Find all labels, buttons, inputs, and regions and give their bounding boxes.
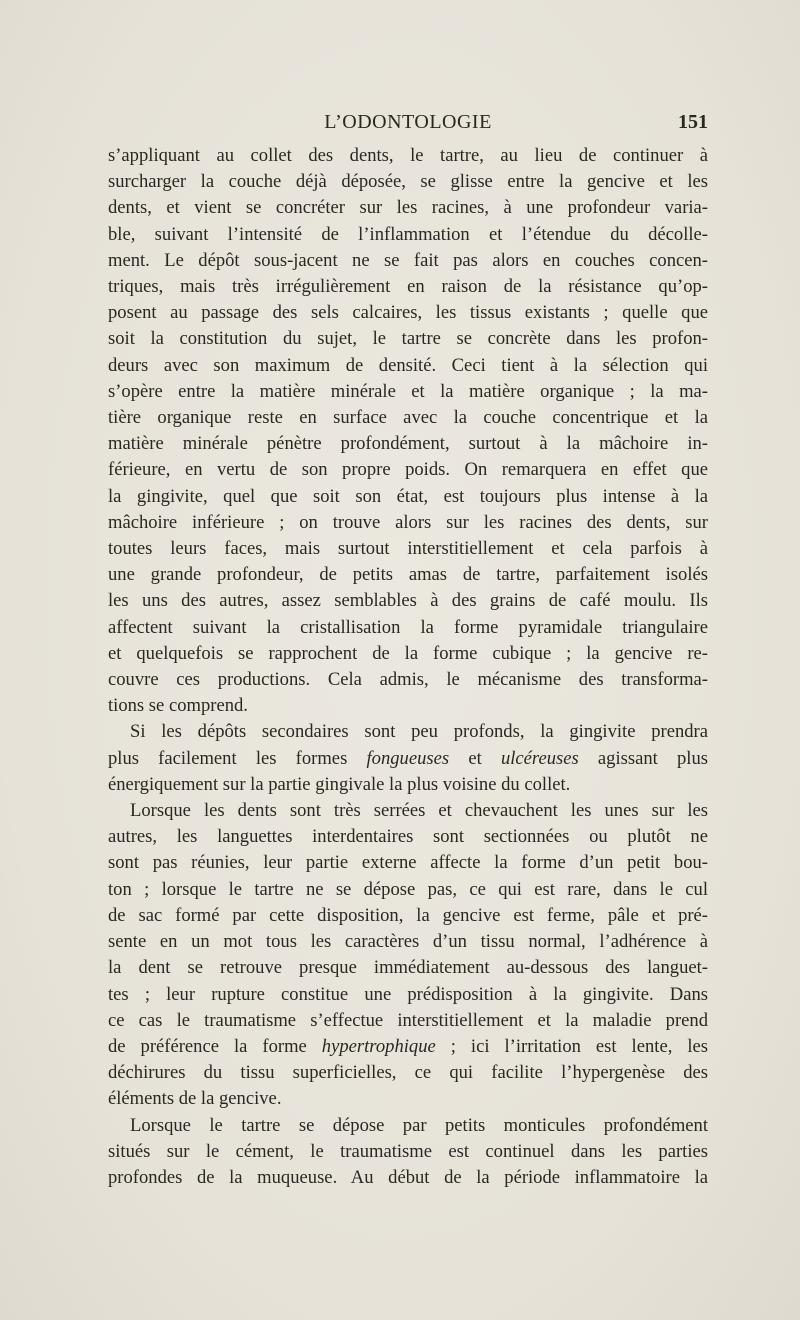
text-line: posent au passage des sels calcaires, les tissus existants ; quelle que (108, 302, 708, 324)
italic-term: hypertrophique (321, 1035, 436, 1057)
paragraph-4 (108, 1113, 708, 1192)
text-line-with-italics (108, 1034, 708, 1060)
text-line: profondes de la muqueuse. Au début de la période inflammatoire la (108, 1166, 708, 1188)
text-line: s’opère entre la matière minérale et la matière organique ; la ma- (108, 380, 708, 402)
text-line: ton ; lorsque le tartre ne se dépose pas, ce qui est rare, dans le cul (108, 878, 708, 900)
text-line: tions se comprend. (108, 695, 248, 717)
text-line: toutes leurs faces, mais surtout interstitiellement et cela parfois à (108, 538, 708, 560)
text-run: de préférence la forme (108, 1035, 322, 1057)
paragraph-1 (108, 143, 708, 719)
text-line: la gingivite, quel que soit son état, est toujours plus intense à la (108, 485, 708, 507)
text-line: les uns des autres, assez semblables à des grains de café moulu. Ils (108, 590, 708, 612)
text-line: ment. Le dépôt sous-jacent ne se fait pas alors en couches concen- (108, 249, 708, 271)
paragraph-3 (108, 798, 708, 1112)
text-line: et quelquefois se rapprochent de la forme cubique ; la gencive re- (108, 642, 708, 664)
text-line: mâchoire inférieure ; on trouve alors sur les racines des dents, sur (108, 511, 708, 533)
text-run: agissant plus (578, 747, 709, 769)
text-line: énergiquement sur la partie gingivale la plus voisine du collet. (108, 773, 571, 795)
text-line: autres, les languettes interdentaires sont sectionnées ou plutôt ne (108, 826, 708, 848)
text-line: ble, suivant l’intensité de l’inflammation et l’étendue du décolle- (108, 223, 708, 245)
text-line: déchirures du tissu superficielles, ce qui facilite l’hypergenèse des (108, 1062, 708, 1084)
text-line: sont pas réunies, leur partie externe affecte la forme d’un petit bou- (108, 852, 708, 874)
text-line: matière minérale pénètre profondément, surtout à la mâchoire in- (108, 433, 708, 455)
text-line: sente en un mot tous les caractères d’un tissu normal, l’adhérence à (108, 931, 708, 953)
text-line: tes ; leur rupture constitue une prédisposition à la gingivite. Dans (108, 983, 708, 1005)
text-line: éléments de la gencive. (108, 1088, 282, 1110)
text-line: Si les dépôts secondaires sont peu profonds, la gingivite prendra (130, 721, 708, 743)
text-line: soit la constitution du sujet, le tartre se concrète dans les profon- (108, 328, 708, 350)
text-run: plus facilement les formes (108, 747, 367, 769)
paragraph-2 (108, 719, 708, 798)
page-header (108, 108, 708, 136)
text-line: triques, mais très irrégulièrement en raison de la résistance qu’op- (108, 276, 708, 298)
text-run: ; ici l’irritation est lente, les (435, 1035, 708, 1057)
text-line: Lorsque le tartre se dépose par petits monticules profondément (130, 1114, 708, 1136)
text-line-with-italics (108, 746, 708, 772)
text-line: de sac formé par cette disposition, la gencive est ferme, pâle et pré- (108, 904, 708, 926)
text-line: couvre ces productions. Cela admis, le mécanisme des transforma- (108, 669, 708, 691)
text-line: tière organique reste en surface avec la couche concentrique et la (108, 407, 708, 429)
text-line: situés sur le cément, le traumatisme est continuel dans les parties (108, 1140, 708, 1162)
text-line: ce cas le traumatisme s’effectue interstitiellement et la maladie prend (108, 1009, 708, 1031)
text-line: Lorsque les dents sont très serrées et chevauchent les unes sur les (130, 800, 708, 822)
italic-term: ulcéreuses (500, 747, 579, 769)
text-line: affectent suivant la cristallisation la forme pyramidale triangulaire (108, 616, 708, 638)
page-number: 151 (678, 111, 708, 133)
text-line: s’appliquant au collet des dents, le tartre, au lieu de continuer à (108, 145, 708, 166)
italic-term: fongueuses (366, 747, 450, 769)
text-run: et (449, 747, 501, 769)
text-line: surcharger la couche déjà déposée, se glisse entre la gencive et les (108, 171, 708, 193)
text-line: dents, et vient se concréter sur les racines, à une profondeur varia- (108, 197, 708, 219)
text-line: deurs avec son maximum de densité. Ceci tient à la sélection qui (108, 354, 708, 376)
text-line: la dent se retrouve presque immédiatement au-dessous des languet- (108, 957, 708, 979)
text-line: une grande profondeur, de petits amas de tartre, parfaitement isolés (108, 564, 708, 586)
page-body (108, 143, 708, 1191)
text-line: férieure, en vertu de son propre poids. On remarquera en effet que (108, 459, 708, 481)
running-title: L’ODONTOLOGIE (324, 111, 492, 133)
